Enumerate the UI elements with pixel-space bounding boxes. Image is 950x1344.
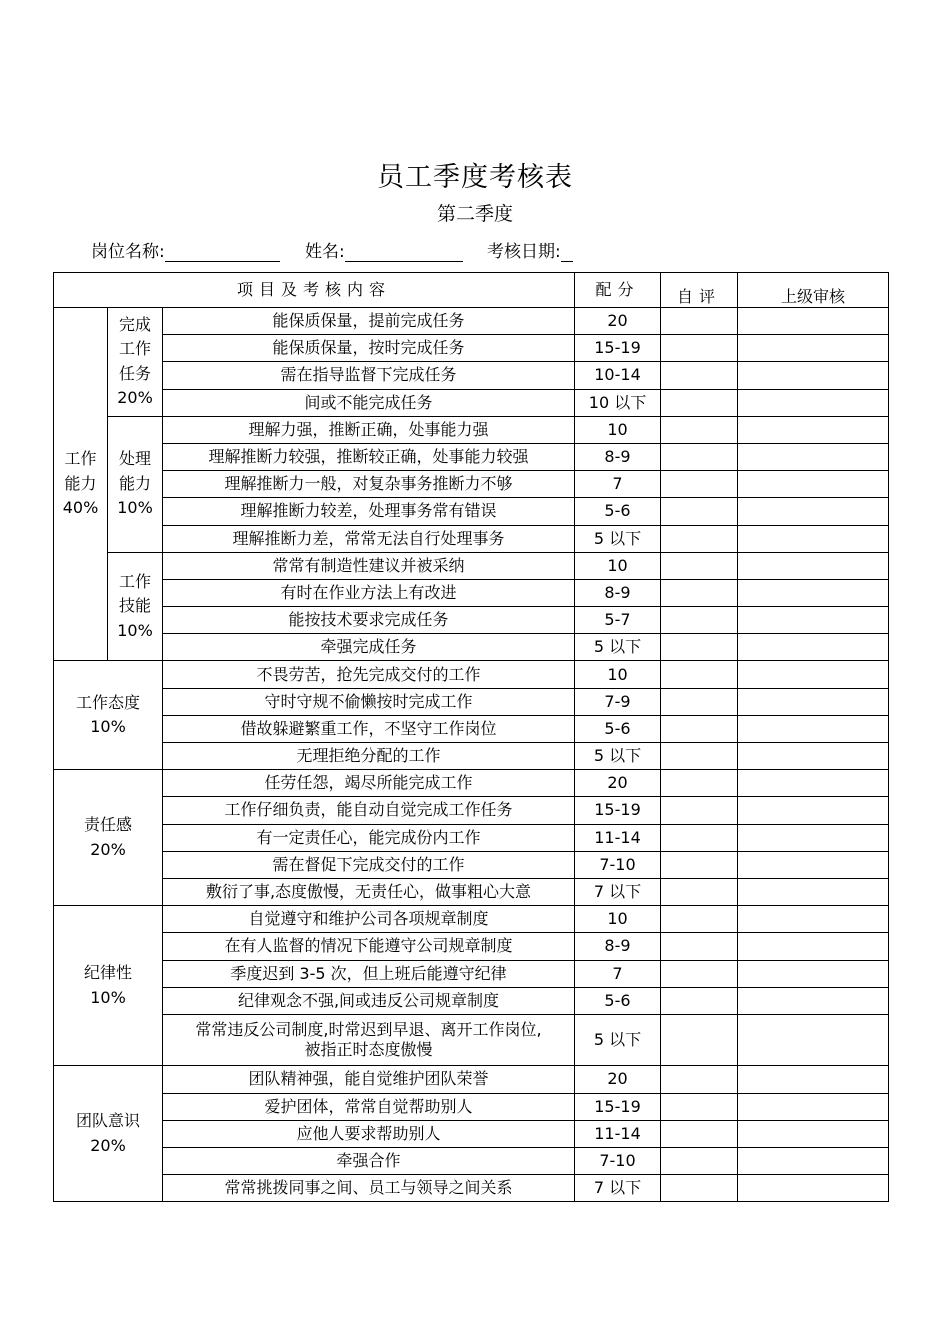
self-score-cell[interactable] <box>661 389 738 416</box>
score-cell: 10 <box>575 661 661 688</box>
criterion-text: 敷衍了事,态度傲慢，无责任心，做事粗心大意 <box>205 882 532 902</box>
table-row <box>54 960 889 987</box>
criterion-text: 被指正时态度傲慢 <box>304 1040 433 1060</box>
criterion-text: 借故躲避繁重工作，不坚守工作岗位 <box>240 718 497 738</box>
header-self-label: 自评 <box>676 287 721 306</box>
table-row <box>54 362 889 389</box>
category-label: 10% <box>90 717 126 737</box>
score-cell: 20 <box>575 1066 661 1093</box>
table-row <box>54 1147 889 1174</box>
category-label: 20% <box>90 1135 126 1155</box>
criterion-cell <box>163 878 575 905</box>
self-score-cell[interactable] <box>661 416 738 443</box>
category-label: 能力 <box>64 473 97 493</box>
table-row <box>54 824 889 851</box>
header-self-cell <box>661 273 738 308</box>
criterion-text: 牵强合作 <box>336 1151 401 1171</box>
table-row <box>54 1014 889 1066</box>
score-cell: 7-10 <box>575 851 661 878</box>
criterion-cell <box>163 987 575 1014</box>
category-label: 责任感 <box>83 815 132 835</box>
score-cell: 10 以下 <box>575 389 661 416</box>
self-score-cell[interactable] <box>661 1066 738 1093</box>
score-cell: 8-9 <box>575 443 661 470</box>
criterion-cell <box>163 797 575 824</box>
criterion-text: 能保质保量，按时完成任务 <box>272 338 465 358</box>
superior-score-cell[interactable] <box>738 634 889 661</box>
superior-score-cell[interactable] <box>738 933 889 960</box>
table-row <box>54 878 889 905</box>
category-cell <box>54 308 108 661</box>
header-items-cell: 项目及考核内容 <box>54 273 575 308</box>
criterion-text: 有一定责任心，能完成份内工作 <box>256 827 481 847</box>
superior-score-cell[interactable] <box>738 308 889 335</box>
superior-score-cell[interactable] <box>738 525 889 552</box>
criterion-text: 间或不能完成任务 <box>304 392 433 412</box>
criterion-cell <box>163 824 575 851</box>
position-label: 岗位名称: <box>91 242 165 262</box>
table-row <box>54 987 889 1014</box>
self-score-cell[interactable] <box>661 1147 738 1174</box>
self-score-cell[interactable] <box>661 471 738 498</box>
criterion-cell <box>163 1093 575 1120</box>
score-cell: 5-6 <box>575 715 661 742</box>
category-label: 40% <box>62 498 99 518</box>
superior-score-cell[interactable] <box>738 471 889 498</box>
superior-score-cell[interactable] <box>738 743 889 770</box>
criterion-cell <box>163 498 575 525</box>
superior-score-cell[interactable] <box>738 688 889 715</box>
superior-score-cell[interactable] <box>738 416 889 443</box>
criterion-cell <box>163 933 575 960</box>
criterion-cell <box>163 906 575 933</box>
date-blank[interactable] <box>561 244 573 262</box>
name-label: 姓名: <box>305 242 345 262</box>
self-score-cell[interactable] <box>661 1093 738 1120</box>
criterion-cell <box>163 851 575 878</box>
table-row <box>54 471 889 498</box>
criterion-text: 无理拒绝分配的工作 <box>296 746 441 766</box>
category-cell <box>54 661 163 770</box>
self-score-cell[interactable] <box>661 661 738 688</box>
superior-score-cell[interactable] <box>738 960 889 987</box>
self-score-cell[interactable] <box>661 552 738 579</box>
subcategory-label: 10% <box>117 498 153 518</box>
table-row <box>54 1066 889 1093</box>
score-cell: 11-14 <box>575 1120 661 1147</box>
category-cell <box>54 906 163 1066</box>
category-label: 10% <box>90 987 126 1007</box>
evaluation-table <box>53 272 889 1202</box>
subcategory-label: 任务 <box>118 363 151 383</box>
superior-score-cell[interactable] <box>738 851 889 878</box>
score-cell: 20 <box>575 308 661 335</box>
table-row <box>54 770 889 797</box>
superior-score-cell[interactable] <box>738 1175 889 1202</box>
score-cell: 15-19 <box>575 335 661 362</box>
position-blank[interactable] <box>165 244 280 262</box>
score-cell: 7 <box>575 471 661 498</box>
self-score-cell[interactable] <box>661 824 738 851</box>
subcategory-label: 10% <box>117 620 153 640</box>
superior-score-cell[interactable] <box>738 661 889 688</box>
table-row <box>54 715 889 742</box>
table-row <box>54 1175 889 1202</box>
score-cell: 5 以下 <box>575 743 661 770</box>
superior-score-cell[interactable] <box>738 770 889 797</box>
criterion-cell <box>163 579 575 606</box>
superior-score-cell[interactable] <box>738 715 889 742</box>
superior-score-cell[interactable] <box>738 443 889 470</box>
criterion-cell <box>163 661 575 688</box>
page-subtitle: 第二季度 <box>436 203 513 225</box>
subcategory-label: 工作 <box>118 571 151 591</box>
score-cell: 5 以下 <box>575 634 661 661</box>
position-field <box>91 237 280 262</box>
table-row <box>54 661 889 688</box>
score-cell: 15-19 <box>575 797 661 824</box>
criterion-text: 牵强完成任务 <box>320 637 417 657</box>
table-row <box>54 552 889 579</box>
criterion-text: 团队精神强，能自觉维护团队荣誉 <box>248 1069 489 1089</box>
self-score-cell[interactable] <box>661 987 738 1014</box>
subcategory-cell <box>108 308 163 417</box>
date-label: 考核日期: <box>487 242 561 262</box>
criterion-text: 理解推断力差，常常无法自行处理事务 <box>232 528 505 548</box>
category-label: 团队意识 <box>75 1111 140 1131</box>
superior-score-cell[interactable] <box>738 362 889 389</box>
score-cell: 8-9 <box>575 933 661 960</box>
self-score-cell[interactable] <box>661 607 738 634</box>
superior-score-cell[interactable] <box>738 579 889 606</box>
subcategory-label: 技能 <box>118 596 151 616</box>
table-row <box>54 688 889 715</box>
header-superior-cell <box>738 273 889 308</box>
self-score-cell[interactable] <box>661 851 738 878</box>
subcategory-label: 20% <box>117 388 153 408</box>
score-cell: 8-9 <box>575 579 661 606</box>
subcategory-cell <box>108 552 163 661</box>
self-score-cell[interactable] <box>661 1120 738 1147</box>
score-cell: 15-19 <box>575 1093 661 1120</box>
criterion-text: 守时守规不偷懒按时完成工作 <box>264 691 473 711</box>
criterion-cell <box>163 416 575 443</box>
category-label: 纪律性 <box>83 963 132 983</box>
superior-score-cell[interactable] <box>738 498 889 525</box>
score-cell: 10 <box>575 552 661 579</box>
score-cell: 5 以下 <box>575 525 661 552</box>
score-cell: 7 <box>575 960 661 987</box>
subcategory-cell <box>108 416 163 552</box>
superior-score-cell[interactable] <box>738 1066 889 1093</box>
table-row <box>54 416 889 443</box>
criterion-text: 理解推断力一般，对复杂事务推断力不够 <box>224 474 513 494</box>
score-cell: 5-7 <box>575 607 661 634</box>
superior-score-cell[interactable] <box>738 1093 889 1120</box>
score-cell: 10 <box>575 906 661 933</box>
superior-score-cell[interactable] <box>738 607 889 634</box>
criterion-text: 常常违反公司制度,时常迟到早退、离开工作岗位, <box>195 1020 542 1040</box>
table-row <box>54 579 889 606</box>
subcategory-label: 处理 <box>118 449 151 469</box>
table-row <box>54 335 889 362</box>
self-score-cell[interactable] <box>661 1175 738 1202</box>
score-cell: 10 <box>575 416 661 443</box>
superior-score-cell[interactable] <box>738 987 889 1014</box>
criterion-cell <box>163 1175 575 1202</box>
subcategory-label: 完成 <box>118 314 151 334</box>
self-score-cell[interactable] <box>661 1014 738 1066</box>
criterion-cell <box>163 471 575 498</box>
superior-score-cell[interactable] <box>738 1014 889 1066</box>
subcategory-label: 工作 <box>118 339 151 359</box>
table-row <box>54 1120 889 1147</box>
category-label: 工作态度 <box>75 692 140 712</box>
self-score-cell[interactable] <box>661 688 738 715</box>
criterion-cell <box>163 1120 575 1147</box>
table-row <box>54 743 889 770</box>
criterion-text: 理解力强，推断正确，处事能力强 <box>248 419 489 439</box>
table-row <box>54 498 889 525</box>
criterion-text: 常常挑拨同事之间、员工与领导之间关系 <box>224 1178 513 1198</box>
self-score-cell[interactable] <box>661 878 738 905</box>
self-score-cell[interactable] <box>661 715 738 742</box>
category-label: 20% <box>90 839 126 859</box>
self-score-cell[interactable] <box>661 634 738 661</box>
criterion-text: 理解推断力较差，处理事务常有错误 <box>240 501 497 521</box>
table-row <box>54 308 889 335</box>
score-cell: 5-6 <box>575 498 661 525</box>
header-score-cell: 配分 <box>575 273 661 308</box>
table-row <box>54 634 889 661</box>
score-cell: 7 以下 <box>575 1175 661 1202</box>
criterion-cell <box>163 960 575 987</box>
criterion-text: 需在指导监督下完成任务 <box>280 365 457 385</box>
criterion-text: 工作仔细负责，能自动自觉完成工作任务 <box>224 800 513 820</box>
self-score-cell[interactable] <box>661 308 738 335</box>
category-label: 工作 <box>64 449 97 469</box>
criterion-text: 季度迟到 3-5 次，但上班后能遵守纪律 <box>230 963 507 983</box>
self-score-cell[interactable] <box>661 579 738 606</box>
self-score-cell[interactable] <box>661 770 738 797</box>
criterion-text: 纪律观念不强,间或违反公司规章制度 <box>237 990 500 1010</box>
self-score-cell[interactable] <box>661 525 738 552</box>
criterion-text: 在有人监督的情况下能遵守公司规章制度 <box>224 936 513 956</box>
criterion-cell <box>163 743 575 770</box>
category-cell <box>54 770 163 906</box>
self-score-cell[interactable] <box>661 443 738 470</box>
superior-score-cell[interactable] <box>738 389 889 416</box>
name-field <box>305 237 463 262</box>
criterion-cell <box>163 1147 575 1174</box>
criterion-cell <box>163 770 575 797</box>
table-row <box>54 607 889 634</box>
date-field <box>487 237 573 262</box>
criterion-cell <box>163 715 575 742</box>
criterion-text: 有时在作业方法上有改进 <box>280 582 457 602</box>
superior-score-cell[interactable] <box>738 824 889 851</box>
criterion-text: 能保质保量，提前完成任务 <box>272 311 465 331</box>
score-cell: 5 以下 <box>575 1014 661 1066</box>
score-cell: 7 以下 <box>575 878 661 905</box>
criterion-cell <box>163 552 575 579</box>
table-row <box>54 797 889 824</box>
score-cell: 20 <box>575 770 661 797</box>
criterion-cell <box>163 525 575 552</box>
self-score-cell[interactable] <box>661 906 738 933</box>
name-blank[interactable] <box>345 244 463 262</box>
superior-score-cell[interactable] <box>738 1147 889 1174</box>
self-score-cell[interactable] <box>661 960 738 987</box>
self-score-cell[interactable] <box>661 498 738 525</box>
page-title: 员工季度考核表 <box>377 162 573 193</box>
self-score-cell[interactable] <box>661 743 738 770</box>
superior-score-cell[interactable] <box>738 906 889 933</box>
criterion-text: 爱护团体，常常自觉帮助别人 <box>264 1096 473 1116</box>
criterion-cell <box>163 1066 575 1093</box>
superior-score-cell[interactable] <box>738 797 889 824</box>
criterion-cell <box>163 688 575 715</box>
superior-score-cell[interactable] <box>738 552 889 579</box>
criterion-cell <box>163 1014 575 1066</box>
table-row <box>54 933 889 960</box>
subcategory-label: 能力 <box>118 473 151 493</box>
table-row <box>54 443 889 470</box>
score-cell: 11-14 <box>575 824 661 851</box>
criterion-cell <box>163 634 575 661</box>
superior-score-cell[interactable] <box>738 1120 889 1147</box>
table-row <box>54 851 889 878</box>
self-score-cell[interactable] <box>661 335 738 362</box>
criterion-cell <box>163 443 575 470</box>
header-superior-label: 上级审核 <box>780 287 845 306</box>
table-row <box>54 1093 889 1120</box>
criterion-cell <box>163 362 575 389</box>
table-row <box>54 906 889 933</box>
score-cell: 7-9 <box>575 688 661 715</box>
superior-score-cell[interactable] <box>738 878 889 905</box>
criterion-cell <box>163 335 575 362</box>
criterion-text: 应他人要求帮助别人 <box>296 1123 441 1143</box>
self-score-cell[interactable] <box>661 797 738 824</box>
criterion-text: 任劳任怨，竭尽所能完成工作 <box>264 773 473 793</box>
score-cell: 10-14 <box>575 362 661 389</box>
criterion-text: 自觉遵守和维护公司各项规章制度 <box>248 909 489 929</box>
self-score-cell[interactable] <box>661 362 738 389</box>
criterion-cell <box>163 389 575 416</box>
criterion-text: 需在督促下完成交付的工作 <box>272 854 465 874</box>
criterion-text: 能按技术要求完成任务 <box>288 610 449 630</box>
table-row <box>54 525 889 552</box>
superior-score-cell[interactable] <box>738 335 889 362</box>
criterion-cell <box>163 308 575 335</box>
table-row <box>54 389 889 416</box>
score-cell: 5-6 <box>575 987 661 1014</box>
criterion-text: 常常有制造性建议并被采纳 <box>272 555 465 575</box>
criterion-text: 不畏劳苦，抢先完成交付的工作 <box>256 664 481 684</box>
self-score-cell[interactable] <box>661 933 738 960</box>
criterion-cell <box>163 607 575 634</box>
category-cell <box>54 1066 163 1202</box>
criterion-text: 理解推断力较强，推断较正确，处事能力较强 <box>208 447 529 467</box>
score-cell: 7-10 <box>575 1147 661 1174</box>
